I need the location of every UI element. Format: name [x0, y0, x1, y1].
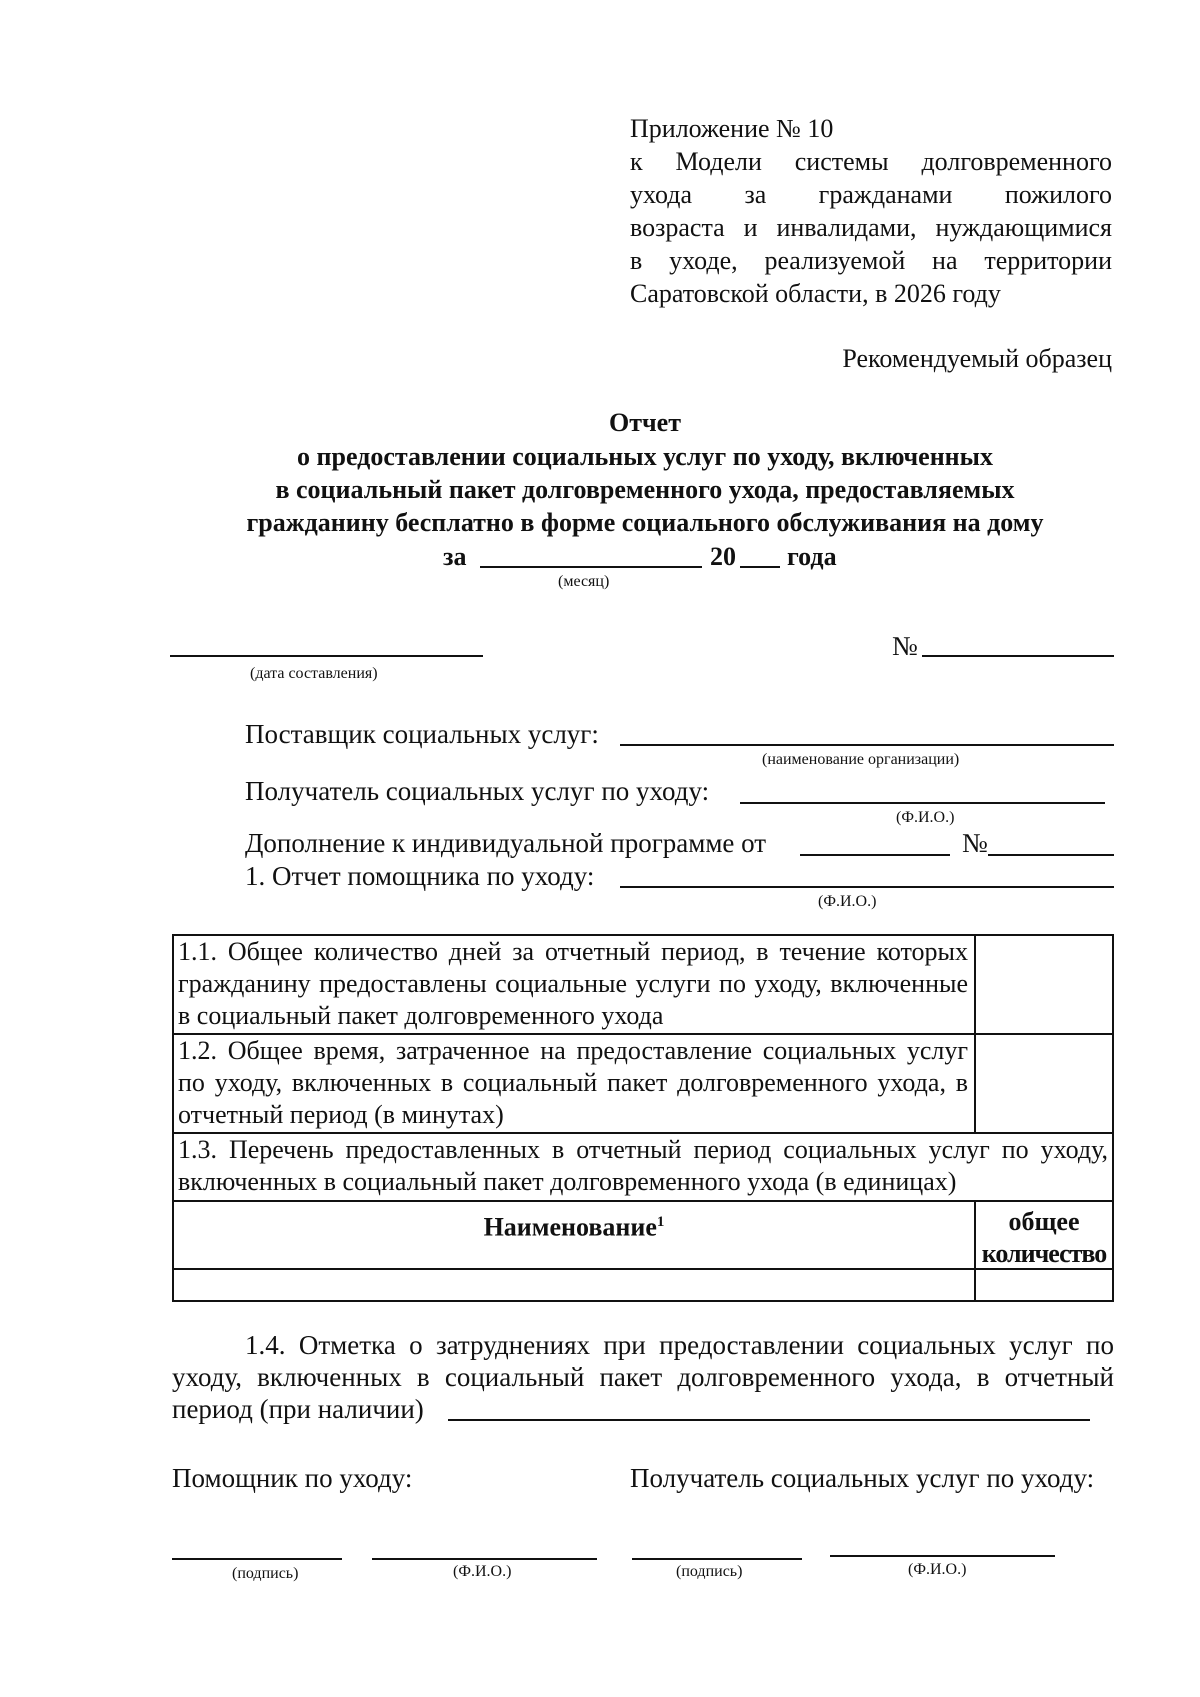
month-line[interactable] [480, 566, 702, 568]
recipient-name-caption: (Ф.И.О.) [908, 1561, 967, 1578]
appendix-text [630, 145, 1112, 310]
col-total-line: количество [981, 1239, 1107, 1268]
appendix-line: ухода за гражданами пожилого [630, 180, 1112, 209]
col-total-header [976, 1206, 1112, 1270]
addition-number-sign: № [962, 828, 988, 858]
recipient-label: Получатель социальных услуг по уходу: [245, 776, 710, 806]
subtitle-line: в социальный пакет долговременного ухода, предоставляемых [275, 475, 1015, 504]
col-total-line: общее [1008, 1207, 1080, 1236]
col-name-label: Наименование [483, 1212, 657, 1242]
appendix-number: Приложение № 10 [630, 114, 834, 143]
period-suffix: года [787, 542, 837, 571]
month-caption: (месяц) [558, 573, 610, 590]
service-total-cell[interactable] [976, 1270, 1112, 1300]
subtitle-line: о предоставлении социальных услуг по уходу, включенных [297, 442, 993, 471]
period-year-prefix: 20 [710, 542, 736, 571]
recipient-caption: (Ф.И.О.) [896, 809, 955, 826]
recipient-line[interactable] [740, 802, 1105, 804]
col-name-header [174, 1206, 974, 1244]
table-row-2-value[interactable] [976, 1035, 1112, 1132]
appendix-line: в уходе, реализуемой на территории [630, 246, 1112, 275]
table-row-1-value[interactable] [976, 936, 1112, 1033]
provider-line[interactable] [620, 744, 1114, 746]
provider-label: Поставщик социальных услуг: [245, 719, 599, 749]
assistant-line[interactable] [620, 886, 1114, 888]
addition-number-line[interactable] [988, 854, 1114, 856]
appendix-line: Саратовской области, в 2026 году [630, 279, 1001, 308]
assistant-caption: (Ф.И.О.) [818, 893, 877, 910]
recipient-signature-line[interactable] [632, 1558, 802, 1560]
addition-label: Дополнение к индивидуальной программе от [245, 828, 767, 858]
addition-date-line[interactable] [800, 854, 950, 856]
table-row-2-text: 1.2. Общее время, затраченное на предоставление социальных услуг по уходу, включенных в социальный пакет долговременного ухода, в отчетный период (в минутах) [178, 1036, 968, 1129]
difficulties-line[interactable] [448, 1419, 1090, 1421]
assistant-name-line[interactable] [372, 1558, 597, 1560]
assistant-signature-label: Помощник по уходу: [172, 1463, 413, 1493]
assistant-label: 1. Отчет помощника по уходу: [245, 861, 595, 891]
date-caption: (дата составления) [250, 665, 378, 682]
assistant-signature-caption: (подпись) [232, 1565, 299, 1582]
table-row-3-text: 1.3. Перечень предоставленных в отчетный период социальных услуг по уходу, включенных в социальный пакет долговременного ухода (в единицах) [178, 1135, 1108, 1196]
table-row-1-text: 1.1. Общее количество дней за отчетный период, в течение которых гражданину предоставлены социальные услуги по уходу, включенные в социальный пакет долговременного ухода [178, 937, 968, 1030]
difficulties-text [172, 1329, 1114, 1425]
date-line[interactable] [170, 655, 483, 657]
appendix-line: к Модели системы долговременного [630, 147, 1112, 176]
report-title: Отчет [609, 408, 681, 437]
table-hline [174, 1200, 1112, 1202]
report-number-sign: № [892, 631, 918, 661]
service-name-cell[interactable] [174, 1270, 974, 1300]
recipient-signature-caption: (подпись) [676, 1563, 743, 1580]
report-subtitle [150, 440, 1140, 539]
report-table [172, 934, 1114, 1302]
recipient-signature-label: Получатель социальных услуг по уходу: [630, 1463, 1095, 1493]
provider-caption: (наименование организации) [762, 751, 960, 768]
recipient-name-line[interactable] [830, 1555, 1055, 1557]
footnote-mark: 1 [656, 1214, 665, 1230]
assistant-name-caption: (Ф.И.О.) [453, 1563, 512, 1580]
recommended-sample-label: Рекомендуемый образец [842, 344, 1112, 373]
period-prefix: за [443, 542, 467, 571]
difficulties-label: 1.4. Отметка о затруднениях при предоставлении социальных услуг по уходу, включенных в социальный пакет долговременного ухода, в отчетный период (при наличии) [172, 1330, 1114, 1424]
appendix-line: возраста и инвалидами, нуждающимися [630, 213, 1112, 242]
year-line[interactable] [740, 566, 780, 568]
subtitle-line: гражданину бесплатно в форме социального обслуживания на дому [246, 508, 1044, 537]
assistant-signature-line[interactable] [172, 1558, 342, 1560]
report-number-line[interactable] [922, 655, 1114, 657]
